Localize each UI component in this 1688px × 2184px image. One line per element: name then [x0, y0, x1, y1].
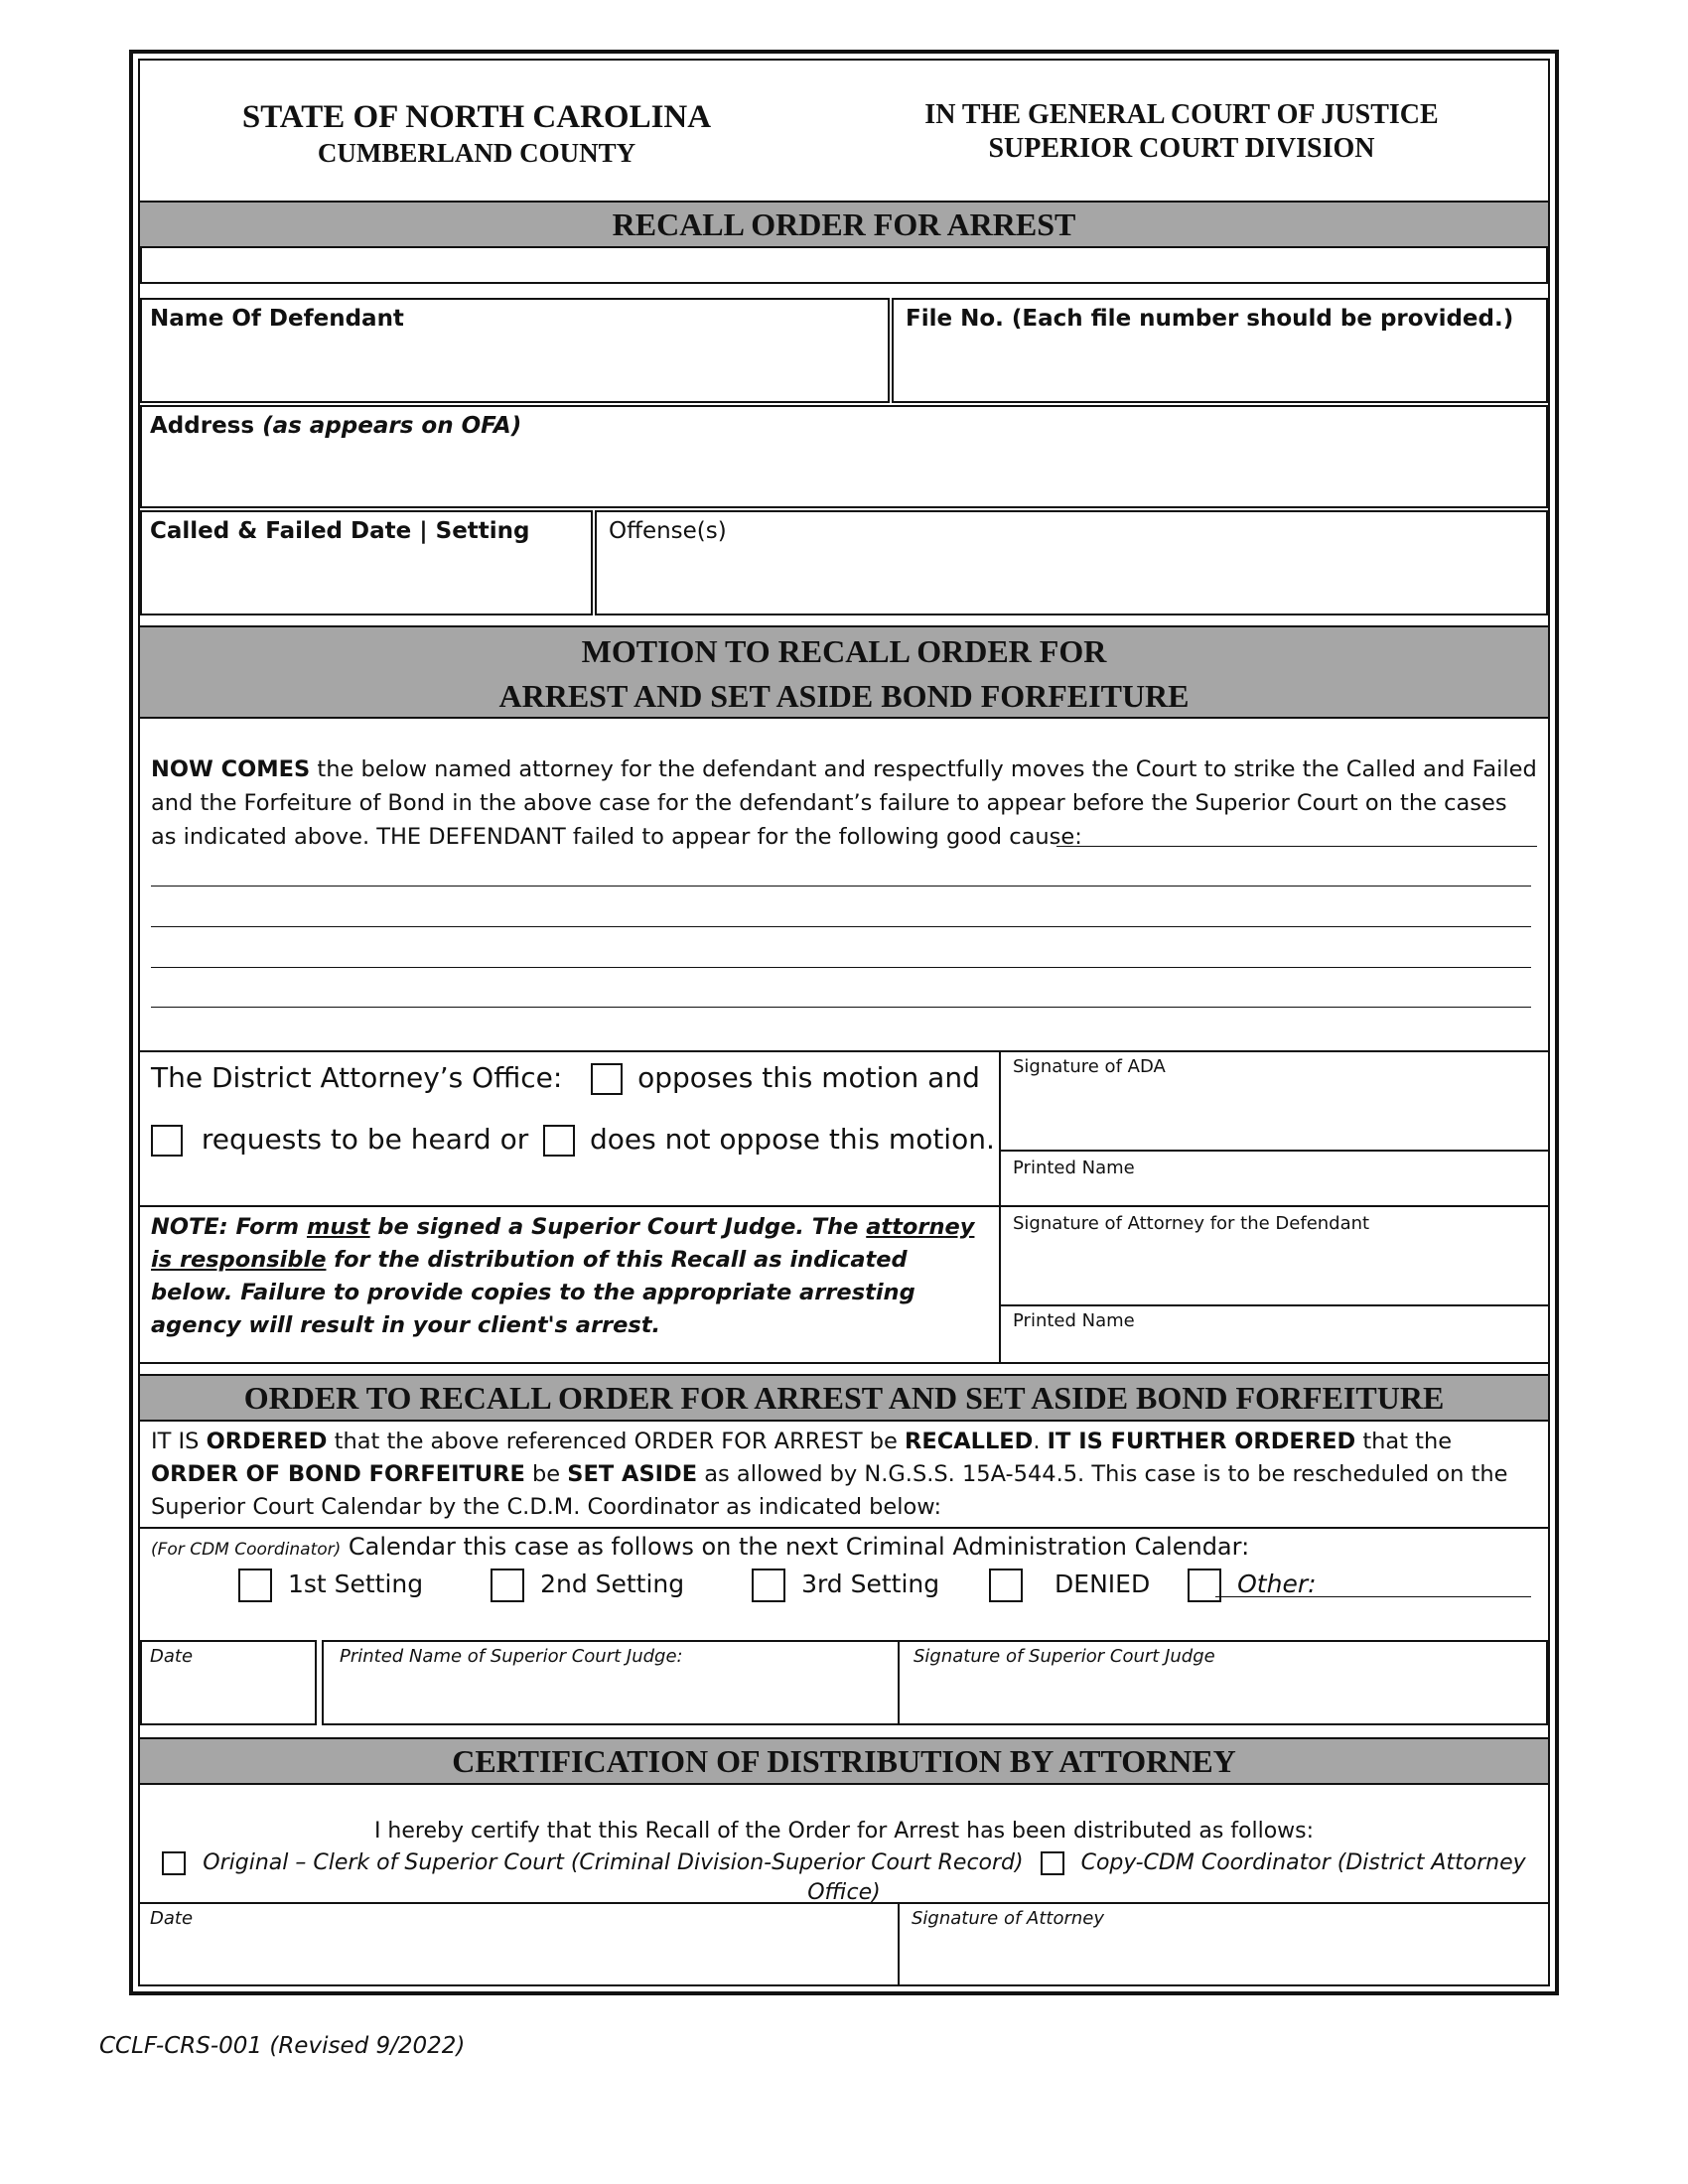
order-date-label: Date	[150, 1646, 194, 1667]
da-office-label: The District Attorney’s Office:	[151, 1061, 563, 1094]
requests-heard-checkbox[interactable]	[151, 1125, 183, 1157]
other-label: Other:	[1237, 1570, 1317, 1598]
cert-statement: I hereby certify that this Recall of the Order for Arrest has been distributed as follows:	[373, 1819, 1315, 1843]
order-title: ORDER TO RECALL ORDER FOR ARREST AND SET ASIDE BOND FORFEITURE	[243, 1380, 1445, 1416]
second-setting-label: 2nd Setting	[540, 1570, 685, 1598]
denied-checkbox[interactable]	[989, 1569, 1023, 1602]
sig-ada-label: Signature of ADA	[1013, 1056, 1166, 1077]
opposes-checkbox[interactable]	[591, 1063, 623, 1095]
second-setting-checkbox[interactable]	[491, 1569, 524, 1602]
cert-date-label: Date	[150, 1908, 194, 1929]
order-p2: that the above referenced ORDER FOR ARREST be	[327, 1429, 906, 1454]
offenses-label: Offense(s)	[609, 518, 727, 544]
printed-name-attorney-label: Printed Name	[1013, 1310, 1135, 1331]
order-p1: IT IS	[151, 1429, 207, 1454]
not-oppose-label: does not oppose this motion.	[590, 1123, 995, 1156]
first-setting-checkbox[interactable]	[238, 1569, 272, 1602]
note-part3: for the distribution of this Recall as indicated below. Failure to provide copies to the appropriate arresting agency will result in your client's arrest.	[151, 1247, 915, 1338]
cert-sig-label: Signature of Attorney	[912, 1908, 1105, 1929]
setting-options	[238, 1565, 1549, 1604]
da-options	[151, 1054, 995, 1163]
order-further: IT IS FURTHER ORDERED	[1047, 1429, 1356, 1454]
judge-name-field[interactable]	[322, 1640, 900, 1725]
called-failed-field[interactable]	[140, 510, 593, 615]
copy-checkbox[interactable]	[1041, 1851, 1064, 1875]
cdm-note: (For CDM Coordinator)	[151, 1540, 342, 1560]
order-setaside: SET ASIDE	[567, 1461, 698, 1487]
cert-options	[140, 1848, 1548, 1908]
other-line[interactable]	[1215, 1596, 1531, 1597]
third-setting-checkbox[interactable]	[752, 1569, 785, 1602]
judge-sig-field[interactable]	[898, 1640, 1548, 1725]
division-name: SUPERIOR COURT DIVISION	[988, 133, 1375, 164]
order-divider	[140, 1527, 1548, 1529]
file-no-field[interactable]	[892, 298, 1548, 403]
sig-attorney-label: Signature of Attorney for the Defendant	[1013, 1213, 1370, 1234]
first-setting-label: 1st Setting	[287, 1570, 424, 1598]
order-date-field[interactable]	[140, 1640, 317, 1725]
title-bar	[140, 201, 1548, 248]
order-p6: as allowed by N.G.S.S. 15A-544.5. This case is to be rescheduled on the Superior Court Calendar by the C.D.M. Coordinator as indicated below:	[151, 1461, 1508, 1520]
opposes-label: opposes this motion and	[637, 1061, 980, 1094]
original-label: Original – Clerk of Superior Court (Criminal Division-Superior Court Record)	[203, 1850, 1024, 1875]
now-comes: NOW COMES	[151, 756, 311, 782]
not-oppose-checkbox[interactable]	[543, 1125, 575, 1157]
motion-bottom-border	[140, 1362, 1548, 1364]
note-part1: NOTE: Form	[151, 1214, 307, 1240]
denied-label: DENIED	[1055, 1570, 1151, 1598]
judge-name-label: Printed Name of Superior Court Judge:	[340, 1646, 683, 1667]
motion-title-bar	[140, 625, 1548, 719]
court-name: IN THE GENERAL COURT OF JUSTICE	[924, 99, 1439, 130]
calendar-text: Calendar this case as follows on the next Criminal Administration Calendar:	[341, 1533, 1250, 1561]
called-failed-label: Called & Failed Date | Setting	[150, 518, 530, 544]
note-must: must	[306, 1214, 370, 1240]
offenses-field[interactable]	[595, 510, 1548, 615]
county-name: CUMBERLAND COUNTY	[317, 138, 636, 168]
printed-name-ada-field[interactable]	[999, 1152, 1548, 1205]
state-name: STATE OF NORTH CAROLINA	[241, 99, 712, 135]
motion-title-line1: MOTION TO RECALL ORDER FOR	[581, 633, 1107, 669]
address-label-wrap	[150, 413, 521, 439]
good-cause-line-2[interactable]	[151, 886, 1531, 887]
address-label: Address	[150, 413, 255, 439]
printed-name-attorney-field[interactable]	[999, 1306, 1548, 1362]
defendant-name-label: Name Of Defendant	[150, 306, 404, 332]
order-recalled: RECALLED	[905, 1429, 1034, 1454]
judge-sig-label: Signature of Superior Court Judge	[914, 1646, 1215, 1667]
motion-paragraph	[151, 752, 1539, 854]
order-p3: .	[1033, 1429, 1048, 1454]
order-p4: that the	[1355, 1429, 1453, 1454]
defendant-name-field[interactable]	[140, 298, 890, 403]
sig-ada-field[interactable]	[999, 1050, 1548, 1150]
cert-title: CERTIFICATION OF DISTRIBUTION BY ATTORNEY	[452, 1743, 1236, 1779]
sig-attorney-field[interactable]	[999, 1207, 1548, 1304]
address-field[interactable]	[140, 405, 1548, 508]
order-paragraph	[151, 1426, 1541, 1524]
address-note: (as appears on OFA)	[262, 413, 522, 439]
order-bond: ORDER OF BOND FORFEITURE	[151, 1461, 525, 1487]
third-setting-label: 3rd Setting	[801, 1570, 940, 1598]
copy-label: Copy-CDM Coordinator (District Attorney Office)	[807, 1850, 1526, 1905]
header-right	[874, 99, 1489, 165]
order-p5: be	[524, 1461, 568, 1487]
calendar-line	[151, 1531, 1541, 1566]
good-cause-line-5[interactable]	[151, 1007, 1531, 1008]
blank-row	[140, 248, 1548, 284]
motion-body: the below named attorney for the defendant and respectfully moves the Court to strike the Called and Failed and the Forfeiture of Bond in the above case for the defendant’s failure to appear before the Superior Court on the cases as indicated above. THE DEFENDANT failed to appear for the following good cause:	[151, 756, 1537, 850]
printed-name-ada-label: Printed Name	[1013, 1158, 1135, 1178]
good-cause-line-4[interactable]	[151, 967, 1531, 968]
file-no-label: File No. (Each file number should be provided.)	[906, 306, 1514, 332]
order-ordered: ORDERED	[206, 1429, 328, 1454]
cert-title-bar	[140, 1737, 1548, 1785]
order-title-bar	[140, 1374, 1548, 1422]
note-attorney: attorney is responsible	[151, 1214, 975, 1273]
header-left	[189, 99, 765, 169]
motion-title-line2: ARREST AND SET ASIDE BOND FORFEITURE	[498, 678, 1190, 714]
requests-heard-label: requests to be heard or	[201, 1123, 529, 1156]
cert-sig-field[interactable]	[900, 1904, 1548, 1983]
original-checkbox[interactable]	[162, 1851, 186, 1875]
good-cause-line-1[interactable]	[1056, 846, 1537, 847]
form-number: CCLF-CRS-001 (Revised 9/2022)	[99, 2033, 466, 2059]
note-part2: be signed a Superior Court Judge. The	[369, 1214, 867, 1240]
form-title: RECALL ORDER FOR ARREST	[612, 206, 1076, 242]
cert-date-field[interactable]	[140, 1904, 898, 1983]
note-block	[151, 1211, 985, 1342]
good-cause-line-3[interactable]	[151, 926, 1531, 927]
